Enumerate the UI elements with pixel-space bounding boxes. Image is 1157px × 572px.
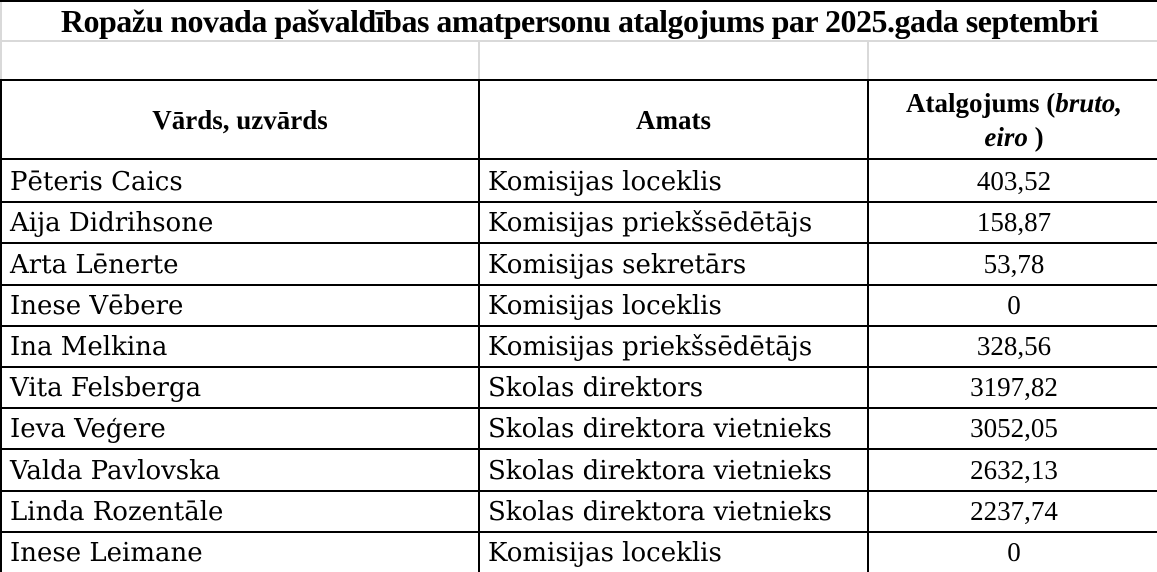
page-title: Ropažu novada pašvaldības amatpersonu atalgojums par 2025.gada septembri: [60, 2, 1099, 39]
name-cell: Arta Lēnerte: [10, 249, 179, 280]
salary-cell: 0: [867, 533, 1157, 572]
table-row: [0, 242, 1157, 283]
position-cell: Komisijas loceklis: [478, 160, 867, 201]
position-cell: Skolas direktora vietnieks: [478, 409, 867, 448]
position-cell: Komisijas sekretārs: [478, 244, 867, 283]
spacer-cell: [867, 42, 1157, 79]
name-cell: Linda Rozentāle: [10, 496, 224, 527]
table-row: [0, 366, 1157, 407]
salary-cell: 3052,05: [867, 409, 1157, 448]
position-cell: Skolas direktora vietnieks: [478, 492, 867, 531]
title-row: [0, 2, 1157, 42]
salary-cell: 3197,82: [867, 368, 1157, 407]
position-cell: Komisijas priekšsēdētājs: [478, 327, 867, 366]
salary-cell: 158,87: [867, 203, 1157, 242]
salary-cell: 403,52: [867, 160, 1157, 201]
name-cell: Pēteris Caics: [10, 167, 183, 198]
table-row: [0, 448, 1157, 489]
position-cell: Komisijas priekšsēdētājs: [478, 203, 867, 242]
spacer-cell: [478, 42, 867, 79]
table-row: [0, 407, 1157, 448]
table-row: [0, 201, 1157, 242]
salary-cell: 53,78: [867, 244, 1157, 283]
salary-cell: 2237,74: [867, 492, 1157, 531]
name-cell: Ina Melkina: [10, 331, 168, 362]
col-header-salary-label: Atalgojums (bruto, eiro ): [905, 87, 1123, 152]
name-cell: Inese Vēbere: [10, 290, 184, 321]
table-row: [0, 284, 1157, 325]
salary-cell: 328,56: [867, 327, 1157, 366]
table-row: [0, 531, 1157, 572]
table-row: [0, 160, 1157, 201]
table-row: [0, 490, 1157, 531]
spacer-cell: [2, 42, 478, 79]
name-cell: Inese Leimane: [10, 537, 203, 568]
name-cell: Aija Didrihsone: [10, 208, 214, 239]
position-cell: Skolas direktors: [478, 368, 867, 407]
col-header-name: Vārds, uzvārds: [152, 104, 328, 135]
col-header-salary: [867, 81, 1157, 158]
col-header-position: Amats: [478, 81, 867, 158]
name-cell: Vita Felsberga: [10, 373, 202, 404]
salary-cell: 0: [867, 286, 1157, 325]
spacer-row: [0, 42, 1157, 79]
position-cell: Komisijas loceklis: [478, 286, 867, 325]
position-cell: Skolas direktora vietnieks: [478, 450, 867, 489]
salary-cell: 2632,13: [867, 450, 1157, 489]
name-cell: Valda Pavlovska: [10, 455, 221, 486]
table-header-row: [0, 79, 1157, 160]
name-cell: Ieva Veģere: [10, 414, 166, 445]
table-row: [0, 325, 1157, 366]
position-cell: Komisijas loceklis: [478, 533, 867, 572]
